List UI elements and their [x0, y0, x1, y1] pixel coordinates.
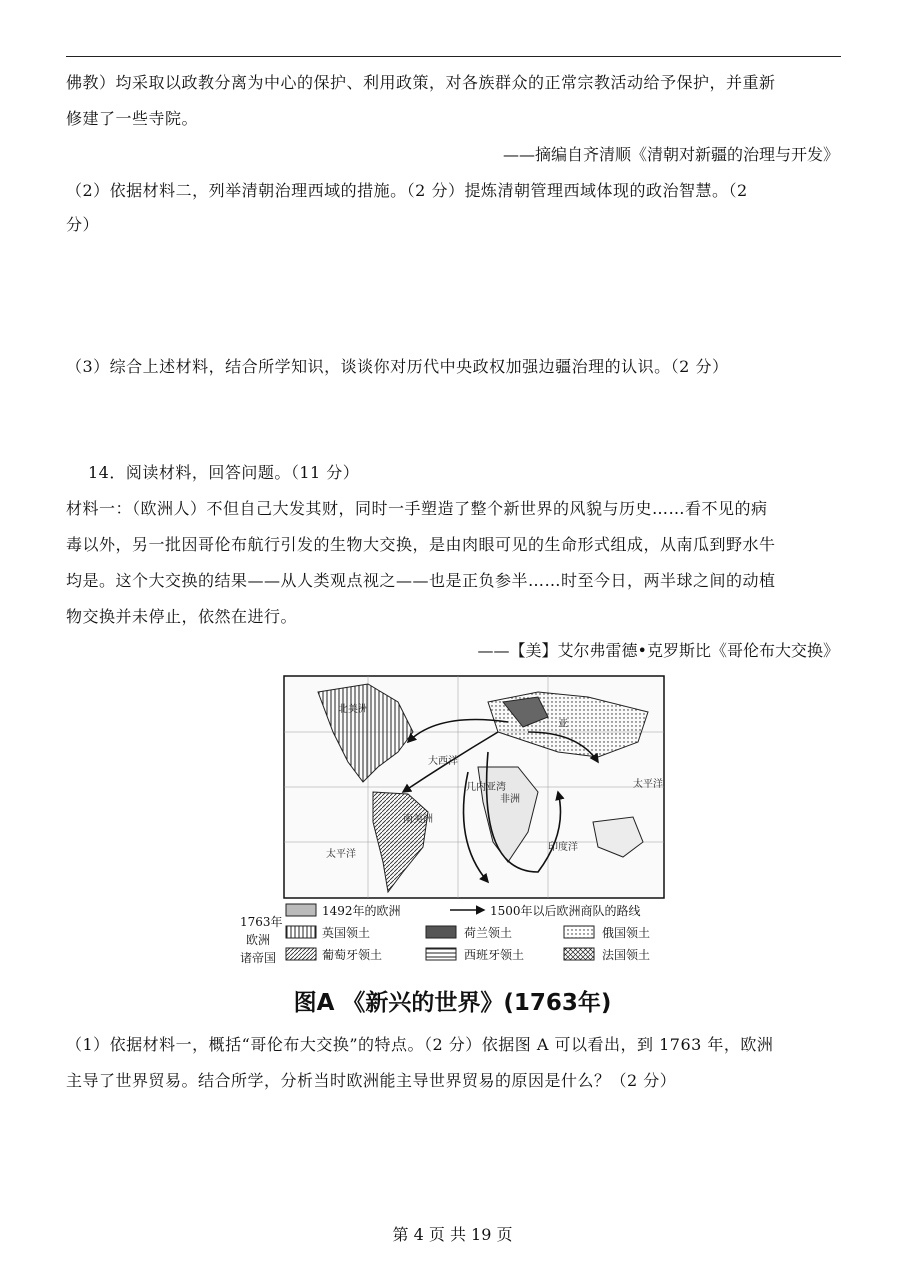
source-citation: ——摘编自齐清顺《清朝对新疆的治理与开发》	[502, 145, 839, 164]
label-pacific-left: 太平洋	[326, 849, 356, 860]
material-line: 物交换并未停止，依然在进行。	[66, 607, 298, 626]
question-14-1: （1）依据材料一，概括“哥伦布大交换”的特点。（2 分）依据图 A 可以看出，到 1763 年，欧洲	[66, 1035, 774, 1054]
label-africa: 非洲	[500, 794, 520, 805]
material-line: 均是。这个大交换的结果——从人类观点视之——也是正负参半……时至今日，两半球之间的动植	[66, 571, 776, 590]
legend-side-empire2: 诸帝国	[240, 951, 277, 965]
question-3: （3）综合上述材料，结合所学知识，谈谈你对历代中央政权加强边疆治理的认识。（2 分）	[66, 357, 729, 376]
legend-russia: 俄国领土	[602, 926, 651, 940]
legend-portugal: 葡萄牙领土	[322, 948, 383, 962]
legend-france-swatch	[564, 948, 594, 960]
question-2-cont: 分）	[66, 215, 100, 234]
label-asia: 亚	[558, 719, 568, 730]
legend-route: 1500年以后欧洲商队的路线	[490, 904, 641, 918]
legend-spain-swatch	[426, 948, 456, 960]
material-line: 材料一：（欧洲人）不但自己大发其财，同时一手塑造了整个新世界的风貌与历史……看不见的病	[66, 499, 768, 518]
legend-side-year: 1763年	[240, 915, 283, 929]
label-pacific-right: 太平洋	[633, 779, 663, 790]
legend-france: 法国领土	[602, 948, 651, 962]
legend-russia-swatch	[564, 926, 594, 938]
legend-netherlands: 荷兰领土	[464, 926, 513, 940]
label-atlantic: 大西洋	[428, 756, 458, 767]
page-footer: 第 4 页 共 19 页	[392, 1225, 513, 1244]
question-2: （2）依据材料二，列举清朝治理西域的措施。（2 分）提炼清朝管理西域体现的政治智慧。（2	[66, 181, 748, 200]
header-rule	[66, 56, 841, 57]
source-citation: ——【美】艾尔弗雷德•克罗斯比《哥伦布大交换》	[477, 641, 839, 660]
legend-europe-swatch	[286, 904, 316, 916]
legend-side-empire1: 欧洲	[246, 933, 271, 947]
paragraph-line: 修建了一些寺院。	[66, 109, 199, 128]
label-indian-ocean: 印度洋	[548, 842, 578, 853]
label-guinea: 几内亚湾	[466, 782, 506, 793]
label-north-america: 北美洲	[338, 704, 368, 715]
question-14-title: 14．阅读材料，回答问题。（11 分）	[88, 463, 360, 482]
legend-britain: 英国领土	[322, 926, 371, 940]
material-line: 毒以外，另一批因哥伦布航行引发的生物大交换，是由肉眼可见的生命形式组成，从南瓜到野水牛	[66, 535, 776, 554]
question-14-1-cont: 主导了世界贸易。结合所学，分析当时欧洲能主导世界贸易的原因是什么？（2 分）	[66, 1071, 677, 1090]
paragraph-line: 佛教）均采取以政教分离为中心的保护、利用政策，对各族群众的正常宗教活动给予保护，并重新	[66, 73, 776, 92]
legend-britain-swatch	[286, 926, 316, 938]
legend-portugal-swatch	[286, 948, 316, 960]
label-south-america: 南美洲	[403, 814, 433, 825]
legend-spain: 西班牙领土	[464, 948, 525, 962]
legend-europe-1492: 1492年的欧洲	[322, 904, 401, 918]
world-map-figure	[238, 672, 670, 972]
legend-netherlands-swatch	[426, 926, 456, 938]
figure-caption: 图A 《新兴的世界》(1763年)	[293, 990, 612, 1016]
